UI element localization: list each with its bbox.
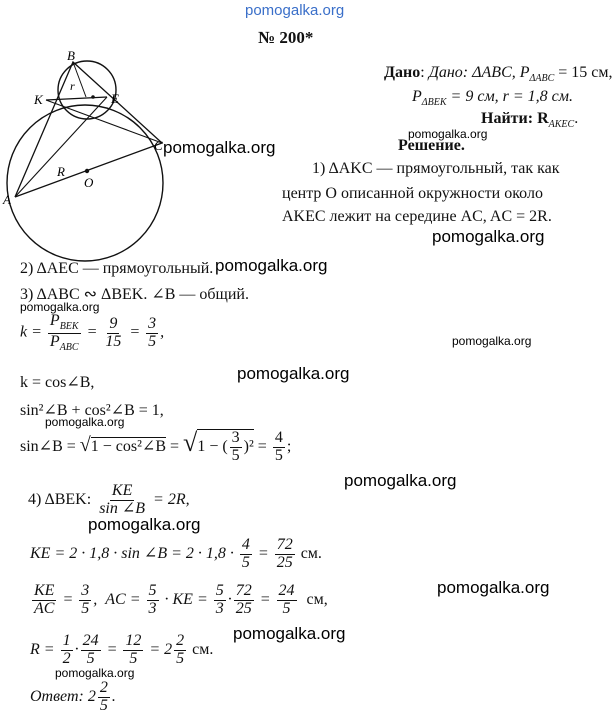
watermark: pomogalka.org	[452, 334, 532, 348]
step3: 3) ΔABC ∾ ΔBEK. ∠B — общий.	[20, 286, 249, 303]
step1-line3: AKEC лежит на середине AC, AC = 2R.	[282, 208, 552, 225]
label-e: E	[111, 91, 119, 106]
k-cos: k = cos∠B,	[20, 374, 95, 391]
watermark: pomogalka.org	[237, 364, 350, 383]
step2: 2) ΔAEC — прямоугольный.	[20, 260, 214, 277]
watermark: pomogalka.org	[88, 515, 201, 534]
find-line: Найти: $R_{AKEC}$.	[481, 110, 579, 130]
watermark: pomogalka.org	[215, 256, 328, 275]
solution-title: Решение.	[398, 137, 465, 154]
watermark: pomogalka.org	[344, 471, 457, 490]
given-line2: $P_{\Delta BEK} = 9$ см, r = 1,8 см.	[412, 88, 573, 108]
watermark: pomogalka.org	[432, 227, 545, 246]
step1-line1: 1) ΔAKC — прямоугольный, так как	[312, 160, 560, 177]
label-k: K	[34, 92, 43, 107]
watermark: pomogalka.org	[233, 624, 346, 643]
step4: 4) ΔBEK: $\frac{KE}{\sin \angle B}$ = 2R,	[28, 482, 190, 517]
small-circle	[58, 61, 116, 119]
watermark: pomogalka.org	[20, 300, 100, 314]
k-formula: k = $\frac{P_{BEK}}{P_{ABC}}$ = $\frac{9}{15}$ = $\frac{3}{5}$ ,	[20, 312, 165, 353]
point-center	[91, 95, 95, 99]
label-a: A	[3, 192, 11, 207]
label-r-small: r	[70, 79, 75, 93]
identity: sin²∠B + cos²∠B = 1,	[20, 402, 164, 419]
segment-kc	[46, 100, 162, 143]
ke-formula: KE = 2 · 1,8 · sin ∠B = 2 · 1,8 · $\frac{4}{5}$ = $\frac{72}{25}$ см.	[30, 536, 322, 571]
geometry-diagram	[0, 50, 170, 270]
watermark: pomogalka.org	[437, 578, 550, 597]
label-o: O	[84, 175, 94, 190]
watermark: pomogalka.org	[163, 138, 276, 157]
problem-number: № 200*	[258, 28, 314, 47]
sin-formula: sin∠B = √1 − cos²∠B = √ 1 − ( $\frac{3}{5}$ )² = $\frac{4}{5}$ ;	[20, 428, 292, 464]
label-b: B	[67, 48, 75, 63]
point-o	[85, 169, 89, 173]
label-c: C	[154, 138, 163, 153]
watermark: pomogalka.org	[408, 127, 488, 141]
answer: Ответ: 2 $\frac{2}{5}$ .	[30, 679, 116, 714]
watermark: pomogalka.org	[55, 666, 135, 680]
r-formula: R = $\frac{1}{2}$ · $\frac{24}{5}$ = $\frac{12}{5}$ = 2 $\frac{2}{5}$ см.	[30, 632, 214, 667]
watermark-top: pomogalka.org	[245, 2, 345, 19]
given-line1: Дано: Дано: ΔABC, $P_{\Delta ABC} = 15$ см,	[384, 64, 613, 84]
watermark: pomogalka.org	[45, 415, 125, 429]
label-r-big: R	[57, 164, 65, 179]
step1-line2: центр O описанной окружности около	[282, 185, 543, 202]
ac-formula: $\frac{KE}{AC}$ = $\frac{3}{5}$ , AC = $\frac{5}{3}$ · KE = $\frac{5}{3}$ · $\frac{72}{25}$ = $\frac{24}{5}$ см,	[34, 582, 328, 617]
segment-ke	[46, 97, 107, 100]
